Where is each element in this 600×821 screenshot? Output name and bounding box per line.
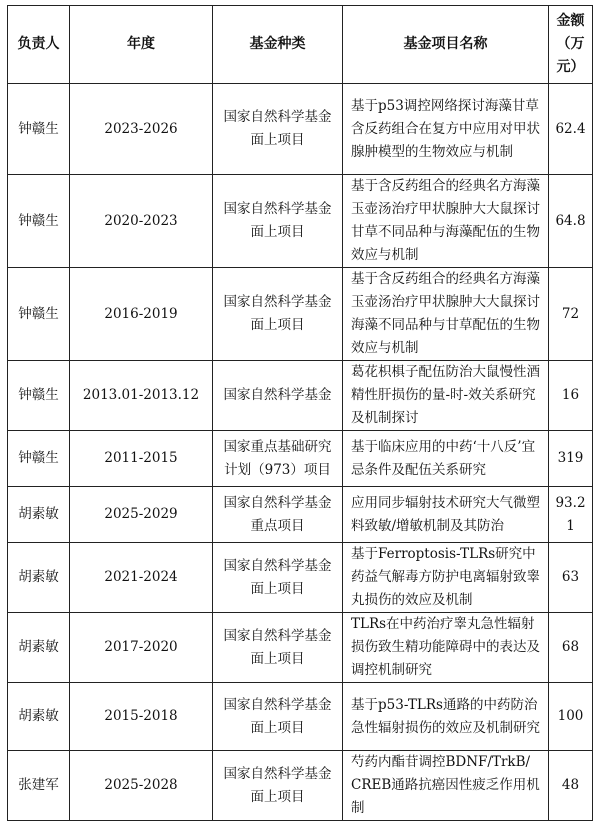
cell-person: 胡素敏 (8, 683, 70, 751)
cell-project-title: 葛花枳椇子配伍防治大鼠慢性酒精性肝损伤的量-时-效关系研究及机制探讨 (343, 361, 549, 431)
cell-fund-type: 国家自然科学基金面上项目 (213, 683, 343, 751)
table-row (8, 487, 593, 543)
cell-year: 2025-2029 (70, 487, 213, 543)
cell-year: 2013.01-2013.12 (70, 361, 213, 431)
cell-fund-type: 国家自然科学基金面上项目 (213, 613, 343, 683)
table-row (8, 268, 593, 361)
table-row (8, 84, 593, 175)
cell-year: 2025-2028 (70, 751, 213, 821)
cell-year: 2023-2026 (70, 84, 213, 175)
header-year: 年度 (70, 6, 213, 84)
table-row (8, 751, 593, 821)
cell-year: 2021-2024 (70, 543, 213, 613)
cell-project-title: 芍药内酯苷调控BDNF/TrkB/CREB通路抗癌因性疲乏作用机制 (343, 751, 549, 821)
table-row (8, 613, 593, 683)
cell-project-title: 基于含反药组合的经典名方海藻玉壶汤治疗甲状腺肿大大鼠探讨甘草不同品种与海藻配伍的生物效应与机制 (343, 175, 549, 268)
header-person: 负责人 (8, 6, 70, 84)
cell-fund-type: 国家自然科学基金面上项目 (213, 543, 343, 613)
cell-project-title: TLRs在中药治疗睾丸急性辐射损伤致生精功能障碍中的表达及调控机制研究 (343, 613, 549, 683)
cell-person: 胡素敏 (8, 543, 70, 613)
cell-amount: 64.8 (549, 175, 593, 268)
cell-person: 钟赣生 (8, 268, 70, 361)
cell-fund-type: 国家自然科学基金面上项目 (213, 268, 343, 361)
cell-year: 2017-2020 (70, 613, 213, 683)
cell-amount: 63 (549, 543, 593, 613)
cell-person: 张建军 (8, 751, 70, 821)
header-project-title: 基金项目名称 (343, 6, 549, 84)
cell-amount: 72 (549, 268, 593, 361)
cell-fund-type: 国家自然科学基金面上项目 (213, 84, 343, 175)
cell-year: 2015-2018 (70, 683, 213, 751)
cell-year: 2011-2015 (70, 431, 213, 487)
cell-project-title: 基于临床应用的中药‘十八反’宜忌条件及配伍关系研究 (343, 431, 549, 487)
cell-person: 胡素敏 (8, 613, 70, 683)
cell-amount: 48 (549, 751, 593, 821)
cell-fund-type: 国家自然科学基金面上项目 (213, 175, 343, 268)
cell-person: 钟赣生 (8, 431, 70, 487)
cell-project-title: 应用同步辐射技术研究大气微塑料致敏/增敏机制及其防治 (343, 487, 549, 543)
table-row (8, 361, 593, 431)
cell-project-title: 基于p53调控网络探讨海藻甘草含反药组合在复方中应用对甲状腺肿模型的生物效应与机制 (343, 84, 549, 175)
cell-year: 2016-2019 (70, 268, 213, 361)
header-fund-type: 基金种类 (213, 6, 343, 84)
table-row (8, 431, 593, 487)
table-header-row (8, 6, 593, 84)
funding-table (7, 5, 593, 821)
cell-year: 2020-2023 (70, 175, 213, 268)
cell-person: 钟赣生 (8, 175, 70, 268)
cell-project-title: 基于含反药组合的经典名方海藻玉壶汤治疗甲状腺肿大大鼠探讨海藻不同品种与甘草配伍的生物效应与机制 (343, 268, 549, 361)
cell-fund-type: 国家自然科学基金 (213, 361, 343, 431)
cell-fund-type: 国家重点基础研究计划（973）项目 (213, 431, 343, 487)
cell-amount: 62.4 (549, 84, 593, 175)
cell-amount: 100 (549, 683, 593, 751)
cell-person: 胡素敏 (8, 487, 70, 543)
cell-fund-type: 国家自然科学基金面上项目 (213, 751, 343, 821)
cell-project-title: 基于Ferroptosis-TLRs研究中药益气解毒方防护电离辐射致睾丸损伤的效应及机制 (343, 543, 549, 613)
table-row (8, 683, 593, 751)
cell-project-title: 基于p53-TLRs通路的中药防治急性辐射损伤的效应及机制研究 (343, 683, 549, 751)
cell-amount: 16 (549, 361, 593, 431)
table-row (8, 543, 593, 613)
cell-fund-type: 国家自然科学基金重点项目 (213, 487, 343, 543)
header-amount: 金额（万元） (549, 6, 593, 84)
cell-person: 钟赣生 (8, 361, 70, 431)
cell-amount: 68 (549, 613, 593, 683)
cell-person: 钟赣生 (8, 84, 70, 175)
cell-amount: 93.21 (549, 487, 593, 543)
cell-amount: 319 (549, 431, 593, 487)
table-row (8, 175, 593, 268)
